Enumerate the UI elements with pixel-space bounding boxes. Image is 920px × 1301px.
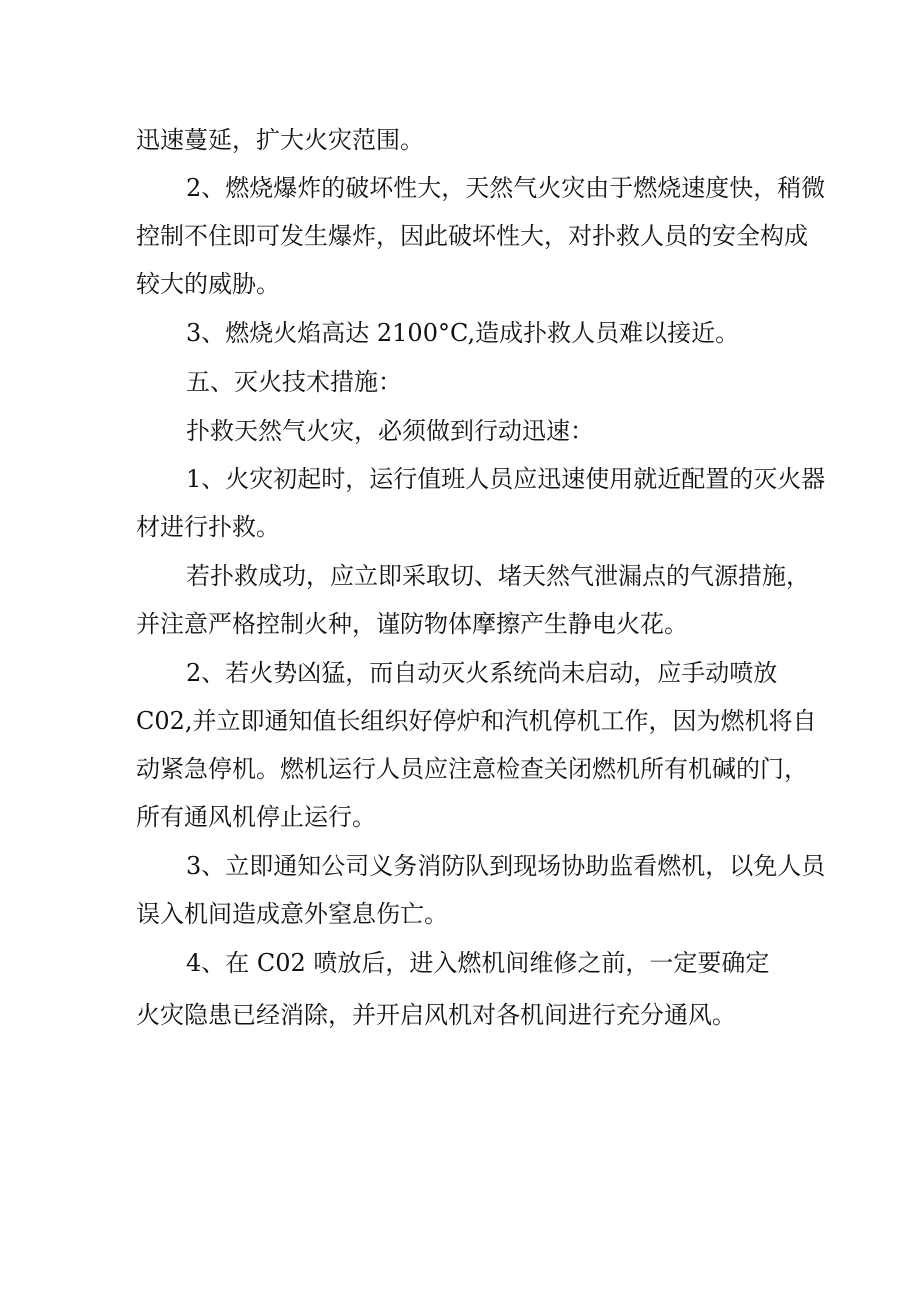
text-line: 迅速蔓延，扩大火灾范围。 — [136, 126, 424, 154]
text-line: 扑救天然气火灾，必须做到行动迅速： — [186, 417, 594, 445]
text-line: 火灾隐患已经消除，并开启风机对各机间进行充分通风。 — [136, 1001, 736, 1029]
text-line: 并注意严格控制火种，谨防物体摩擦产生静电火花。 — [136, 610, 688, 638]
text-line: C02,并立即通知值长组织好停炉和汽机停机工作，因为燃机将自 — [136, 707, 817, 735]
text-line: 动紧急停机。燃机运行人员应注意检查关闭燃机所有机碱的门， — [136, 755, 808, 783]
text-line: 材进行扑救。 — [136, 513, 280, 541]
text-line: 若扑救成功，应立即采取切、堵天然气泄漏点的气源措施， — [186, 562, 810, 590]
text-line: 3、立即通知公司义务消防队到现场协助监看燃机，以免人员 — [186, 852, 826, 880]
section-heading: 五、灭火技术措施： — [186, 368, 402, 396]
text-line: 2、燃烧爆炸的破坏性大，天然气火灾由于燃烧速度快，稍微 — [186, 174, 826, 202]
text-line: 控制不住即可发生爆炸，因此破坏性大，对扑救人员的安全构成 — [136, 222, 808, 250]
text-line: 2、若火势凶猛，而自动灭火系统尚未启动，应手动喷放 — [186, 659, 778, 687]
text-line: 误入机间造成意外窒息伤亡。 — [136, 900, 448, 928]
text-line: 所有通风机停止运行。 — [136, 803, 376, 831]
text-line: 较大的威胁。 — [136, 270, 280, 298]
text-line: 3、燃烧火焰高达 2100°C,造成扑救人员难以接近。 — [186, 319, 740, 347]
text-line: 4、在 C02 喷放后，进入燃机间维修之前，一定要确定 — [186, 949, 770, 977]
text-line: 1、火灾初起时，运行值班人员应迅速使用就近配置的灭火器 — [186, 465, 826, 493]
